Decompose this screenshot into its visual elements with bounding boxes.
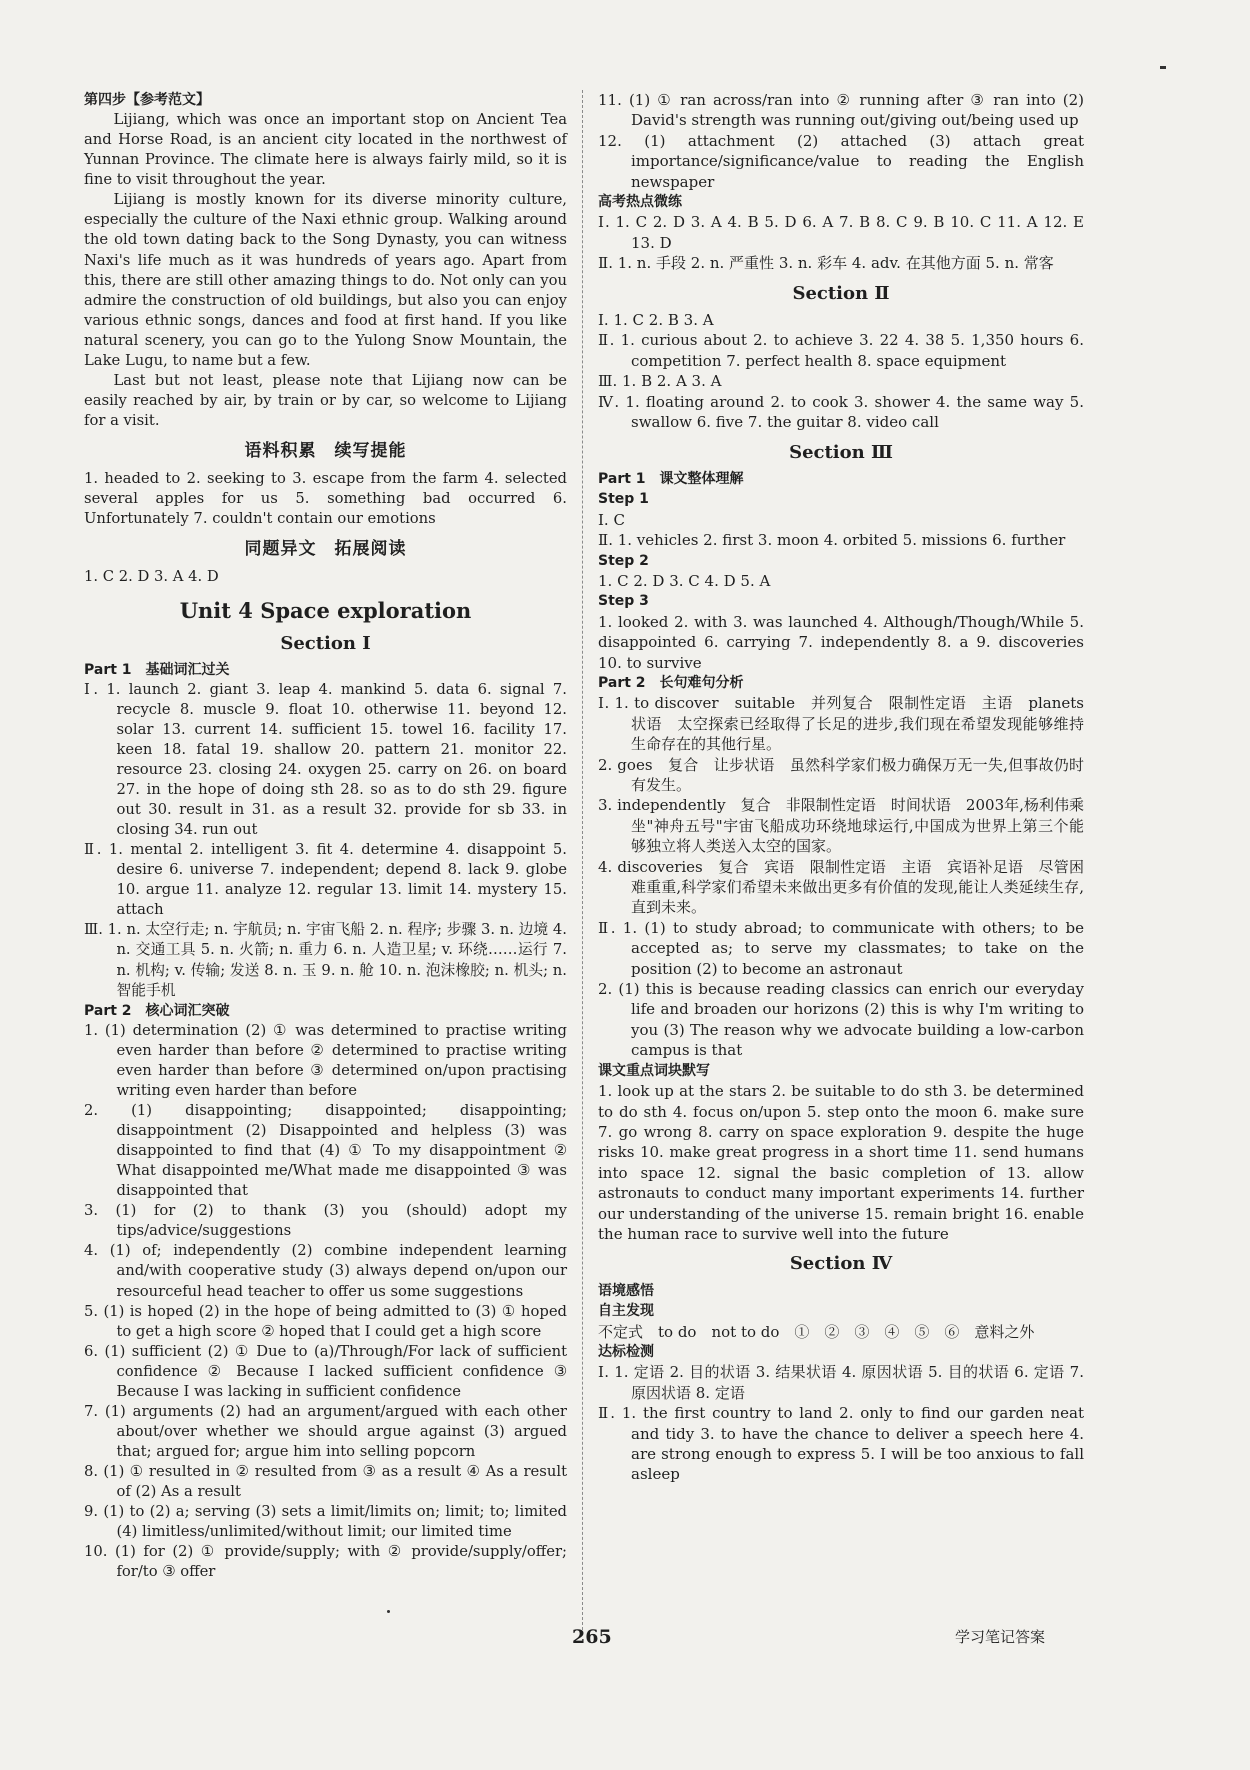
s3-part2-title: Part 2 长句难句分析 [598, 674, 744, 691]
part1-vocab-1: Ⅰ. 1. launch 2. giant 3. leap 4. mankind 5. data 6. signal 7. recycle 8. muscle 9. float 10. otherwise 11. beyond 12. solar 13. current 14. sufficient 15. towel 16. facility 17. keen 18. fatal 19. shallow 20. pattern 21. monitor 22. resource 23. closing 24. oxygen 25. carry on 26. on board 27. in the hope of doing sth 28. so as to do sth 29. figure out 30. result in 31. as a result 32. provide for sb 33. in closing 34. run out [84, 680, 567, 839]
page-number: 265 [572, 1626, 612, 1648]
part1-vocab-3: Ⅲ. 1. n. 太空行走; n. 宇航员; n. 宇宙飞船 2. n. 程序; 步骤 3. n. 边境 4. n. 交通工具 5. n. 火箭; n. 重力 6. n. 人造卫星; v. 环绕……运行 7. n. 机构; v. 传输; 发送 8. n. 玉 9. n. 舱 10. n. 泡沫橡胶; n. 机头; n. 智能手机 [84, 921, 567, 999]
test-title: 达标检测 [598, 1343, 654, 1360]
step3-line: 1. looked 2. with 3. was launched 4. Although/Though/While 5. disappointed 6. carrying 7. independently 8. a 9. discoveries 10. to survive [598, 612, 1084, 672]
part1-title: Part 1 基础词汇过关 [84, 661, 230, 678]
part2-item-5: 5. (1) is hoped (2) in the hope of being admitted to (3) ① hoped to get a high score ② hoped that I could get a high score [84, 1302, 567, 1340]
part2-item-10: 10. (1) for (2) ① provide/supply; with ② provide/supply/offer; for/to ③ offer [84, 1543, 567, 1581]
step4-title: 第四步【参考范文】 [84, 92, 210, 108]
essay-paragraph-1: Lijiang, which was once an important stop on Ancient Tea and Horse Road, is an ancient city located in the northwest of Yunnan Province. The climate here is always fairly mild, so it is fine to visit throughout the year. [84, 111, 567, 189]
hot-practice-1: Ⅰ. 1. C 2. D 3. A 4. B 5. D 6. A 7. B 8. C 9. B 10. C 11. A 12. E 13. D [598, 213, 1084, 252]
s3-part1-title: Part 1 课文整体理解 [598, 470, 744, 487]
unit-title: Unit 4 Space exploration [179, 598, 472, 624]
s3-part2-line-3: 3. independently 复合 非限制性定语 时间状语 2003年,杨利伟乘坐"神舟五号"宇宙飞船成功环绕地球运行,中国成为世界上第三个能够独立将人类送入太空的国家。 [598, 796, 1084, 856]
corpus-answers: 1. headed to 2. seeking to 3. escape from the farm 4. selected several apples for us 5. something bad occurred 6. Unfortunately 7. couldn't contain our emotions [84, 470, 567, 528]
part2-item-7: 7. (1) arguments (2) had an argument/argued with each other about/over whether we should argue against (3) argued that; argued for; argue him into selling popcorn [84, 1402, 567, 1460]
footer-label: 学习笔记答案 [955, 1628, 1046, 1646]
part2-item-2: 2. (1) disappointing; disappointed; disappointing; disappointment (2) Disappointed and helpless (3) was disappointed to find that (4) ① To my disappointment ② What disappointed me/What made me disappointed ③ was disappointed that [84, 1101, 567, 1200]
s3-part2-line-5: Ⅱ. 1. (1) to study abroad; to communicate with others; to be accepted as; to serve my classmates; to take on the position (2) to become an astronaut [598, 918, 1084, 978]
part2-item-6: 6. (1) sufficient (2) ① Due to (a)/Through/For lack of sufficient confidence ② Because I lacked sufficient confidence ③ Because I was lacking in sufficient confidence [84, 1342, 567, 1400]
part2-item-3: 3. (1) for (2) to thank (3) you (should) adopt my tips/advice/suggestions [84, 1202, 567, 1240]
top-item-12: 12. (1) attachment (2) attached (3) attach great importance/significance/value to reading the English newspaper [598, 131, 1084, 191]
reading-answers: 1. C 2. D 3. A 4. D [84, 568, 219, 586]
dictation-line: 1. look up at the stars 2. be suitable to do sth 3. be determined to do sth 4. focus on/upon 5. step onto the moon 6. make sure 7. go wrong 8. carry on space exploration 9. despite the huge risks 10. make great progress in a short time 11. send humans into space 12. signal the basic completion of 13. allow astronauts to conduct many important experiments 14. further our understanding of the universe 15. remain bright 16. enable the human race to survive well into the future [598, 1082, 1084, 1243]
heading-reading: 同题异文 拓展阅读 [244, 539, 407, 560]
section-3-title: Section Ⅲ [789, 441, 893, 463]
s3-part2-line-6: 2. (1) this is because reading classics can enrich our everyday life and broaden our horizons (2) this is why I'm writing to you (3) The reason why we advocate building a low-carbon campus is that [598, 980, 1084, 1060]
right-column [598, 90, 1100, 1485]
step2-line: 1. C 2. D 3. C 4. D 5. A [598, 571, 771, 590]
s3-part2-line-4: 4. discoveries 复合 宾语 限制性定语 主语 宾语补足语 尽管困难重重,科学家们希望未来做出更多有价值的发现,能让人类延续生存,直到未来。 [598, 857, 1084, 917]
section-2-title: Section Ⅱ [792, 282, 890, 304]
step1-line-2: Ⅱ. 1. vehicles 2. first 3. moon 4. orbited 5. missions 6. further [598, 531, 1066, 550]
self-discovery-title: 自主发现 [598, 1303, 654, 1320]
section2-line-2: Ⅱ. 1. curious about 2. to achieve 3. 22 4. 38 5. 1,350 hours 6. competition 7. perfect health 8. space equipment [598, 331, 1084, 370]
bottom-dot [387, 1610, 390, 1613]
step1-title: Step 1 [598, 491, 649, 508]
part1-vocab-2: Ⅱ. 1. mental 2. intelligent 3. fit 4. determine 4. disappoint 5. desire 6. universe 7. independent; depend 8. lack 9. globe 10. argue 11. analyze 12. regular 13. limit 14. mystery 15. attach [84, 841, 567, 919]
hot-practice-2: Ⅱ. 1. n. 手段 2. n. 严重性 3. n. 彩车 4. adv. 在其他方面 5. n. 常客 [598, 254, 1054, 273]
dictation-title: 课文重点词块默写 [598, 1062, 710, 1079]
s3-part2-line-2: 2. goes 复合 让步状语 虽然科学家们极力确保万无一失,但事故仍时有发生。 [598, 755, 1084, 794]
section2-line-1: Ⅰ. 1. C 2. B 3. A [598, 311, 714, 330]
left-column [84, 90, 567, 1582]
context-title: 语境感悟 [598, 1282, 654, 1299]
step1-line-1: Ⅰ. C [598, 510, 625, 529]
part2-title: Part 2 核心词汇突破 [84, 1002, 230, 1019]
section-4-title: Section Ⅳ [789, 1253, 893, 1275]
top-item-11: 11. (1) ① ran across/ran into ② running after ③ ran into (2) David's strength was running out/giving out/being used up [598, 91, 1084, 130]
section2-line-4: Ⅳ. 1. floating around 2. to cook 3. shower 4. the same way 5. swallow 6. five 7. the guitar 8. video call [598, 392, 1084, 432]
test-line-1: Ⅰ. 1. 定语 2. 目的状语 3. 结果状语 4. 原因状语 5. 目的状语 6. 定语 7. 原因状语 8. 定语 [598, 1363, 1084, 1402]
part2-item-1: 1. (1) determination (2) ① was determined to practise writing even harder than before ② determined to practise writing even harder than before ③ determined on/upon practising writing even harder than before [84, 1021, 567, 1099]
step2-title: Step 2 [598, 552, 649, 569]
corner-mark [1160, 66, 1166, 69]
test-line-2: Ⅱ. 1. the first country to land 2. only to find our garden neat and tidy 3. to have the chance to deliver a speech here 4. are strong enough to express 5. I will be too anxious to fall asleep [598, 1404, 1084, 1484]
essay-paragraph-2: Lijiang is mostly known for its diverse minority culture, especially the culture of the Naxi ethnic group. Walking around the old town dating back to the Song Dynasty, you can witness Naxi's life much as it was hundreds of years ago. Apart from this, there are still other amazing things to do. Not only can you admire the construction of old buildings, but also you can enjoy various ethnic songs, dances and food at first hand. If you like natural scenery, you can go to the Yulong Snow Mountain, the Lake Lugu, to name but a few. [84, 191, 567, 369]
step3-title: Step 3 [598, 593, 649, 610]
section-1-title: Section Ⅰ [280, 632, 371, 654]
column-divider [582, 90, 583, 1630]
heading-corpus: 语料积累 续写提能 [244, 441, 407, 462]
s3-part2-line-1: Ⅰ. 1. to discover suitable 并列复合 限制性定语 主语 planets 状语 太空探索已经取得了长足的进步,我们现在希望发现能够维持生命存在的其他行星。 [598, 694, 1100, 754]
essay-paragraph-3: Last but not least, please note that Lijiang now can be easily reached by air, by train or by car, so welcome to Lijiang for a visit. [84, 371, 567, 429]
part2-item-8: 8. (1) ① resulted in ② resulted from ③ as a result ④ As a result of (2) As a result [84, 1463, 567, 1501]
hot-practice-title: 高考热点微练 [598, 194, 682, 211]
part2-item-4: 4. (1) of; independently (2) combine independent learning and/with cooperative study (3) always depend on/upon our resourceful head teacher to offer us some suggestions [84, 1242, 567, 1300]
self-discovery-line: 不定式 to do not to do ① ② ③ ④ ⑤ ⑥ 意料之外 [598, 1322, 1035, 1341]
section2-line-3: Ⅲ. 1. B 2. A 3. A [598, 372, 722, 391]
part2-item-9: 9. (1) to (2) a; serving (3) sets a limit/limits on; limit; to; limited (4) limitless/unlimited/without limit; our limited time [84, 1503, 567, 1541]
